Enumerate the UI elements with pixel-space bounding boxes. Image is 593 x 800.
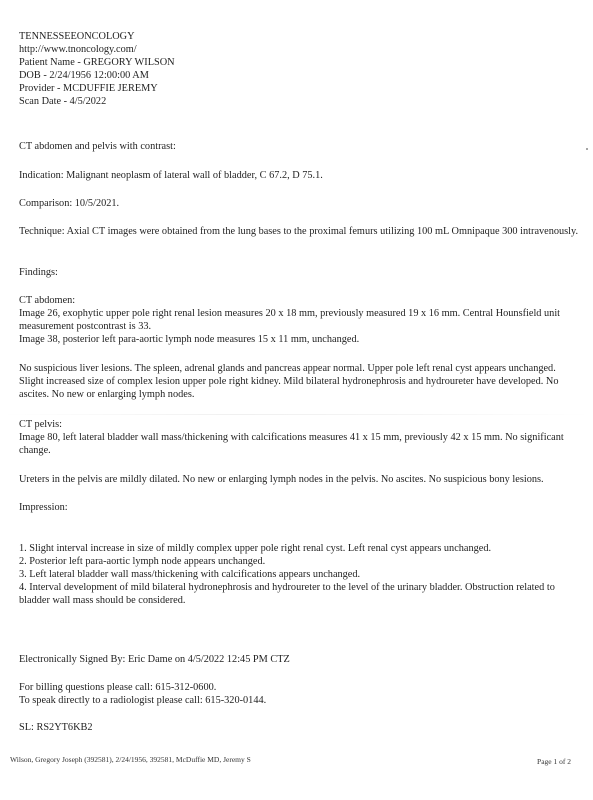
abdomen-paragraph: No suspicious liver lesions. The spleen, adrenal glands and pancreas appear normal. Upper pole left renal cyst appears unchanged. Slight increased size of complex lesion upper pole right kidney. Mild bilateral hydronephrosis and hydroureter have developed. No ascites. No new or enlarging lymph nodes. bbox=[19, 363, 559, 400]
scan-date: Scan Date - 4/5/2022 bbox=[19, 96, 107, 107]
ct-pelvis-section bbox=[19, 418, 579, 457]
findings-heading: Findings: bbox=[19, 267, 58, 278]
impression-item: 4. Interval development of mild bilateral hydronephrosis and hydroureter to the level of the urinary bladder. Obstruction related to bladder wall mass should be considered. bbox=[19, 582, 555, 606]
ct-abdomen-section bbox=[19, 294, 579, 346]
ct-pelvis-heading: CT pelvis: bbox=[19, 419, 63, 430]
report-header bbox=[19, 30, 579, 108]
abdomen-image-26: Image 26, exophytic upper pole right renal lesion measures 20 x 18 mm, previously measured 19 x 16 mm. Central Hounsfield unit measurement postcontrast is 33. bbox=[19, 308, 561, 332]
impression-item: 3. Left lateral bladder wall mass/thickening with calcifications appears unchanged. bbox=[19, 569, 361, 580]
org-url: http://www.tnoncology.com/ bbox=[19, 44, 137, 55]
scan-speck bbox=[586, 148, 588, 150]
ct-abdomen-heading: CT abdomen: bbox=[19, 295, 76, 306]
page-number: Page 1 of 2 bbox=[537, 757, 571, 766]
radiologist-phone: To speak directly to a radiologist please call: 615-320-0144. bbox=[19, 695, 267, 706]
patient-name: Patient Name - GREGORY WILSON bbox=[19, 57, 175, 68]
signature-line: Electronically Signed By: Eric Dame on 4/5/2022 12:45 PM CTZ bbox=[19, 654, 290, 665]
pelvis-image-80: Image 80, left lateral bladder wall mass/thickening with calcifications measures 41 x 15 mm, previously 42 x 15 mm. No significant change. bbox=[19, 432, 564, 456]
impression-heading: Impression: bbox=[19, 502, 68, 513]
scan-artifact bbox=[0, 414, 593, 415]
impression-list bbox=[19, 542, 579, 607]
technique: Technique: Axial CT images were obtained from the lung bases to the proximal femurs utilizing 100 mL Omnipaque 300 intravenously. bbox=[19, 226, 579, 237]
abdomen-image-38: Image 38, posterior left para-aortic lymph node measures 15 x 11 mm, unchanged. bbox=[19, 334, 360, 345]
patient-dob: DOB - 2/24/1956 12:00:00 AM bbox=[19, 70, 149, 81]
provider-name: Provider - MCDUFFIE JEREMY bbox=[19, 83, 158, 94]
contact-info bbox=[19, 681, 579, 707]
comparison: Comparison: 10/5/2021. bbox=[19, 198, 120, 209]
exam-title: CT abdomen and pelvis with contrast: bbox=[19, 141, 176, 152]
impression-item: 2. Posterior left para-aortic lymph node appears unchanged. bbox=[19, 556, 266, 567]
org-name: TENNESSEEONCOLOGY bbox=[19, 31, 135, 42]
billing-phone: For billing questions please call: 615-312-0600. bbox=[19, 682, 217, 693]
footer-patient-line: Wilson, Gregory Joseph (392581), 2/24/1956, 392581, McDuffie MD, Jeremy S bbox=[10, 755, 251, 764]
pelvis-paragraph: Ureters in the pelvis are mildly dilated. No new or enlarging lymph nodes in the pelvis. No ascites. No suspicious bony lesions. bbox=[19, 474, 544, 485]
indication: Indication: Malignant neoplasm of lateral wall of bladder, C 67.2, D 75.1. bbox=[19, 170, 323, 181]
impression-item: 1. Slight interval increase in size of mildly complex upper pole right renal cyst. Left renal cyst appears unchanged. bbox=[19, 543, 492, 554]
sl-code: SL: RS2YT6KB2 bbox=[19, 722, 93, 733]
